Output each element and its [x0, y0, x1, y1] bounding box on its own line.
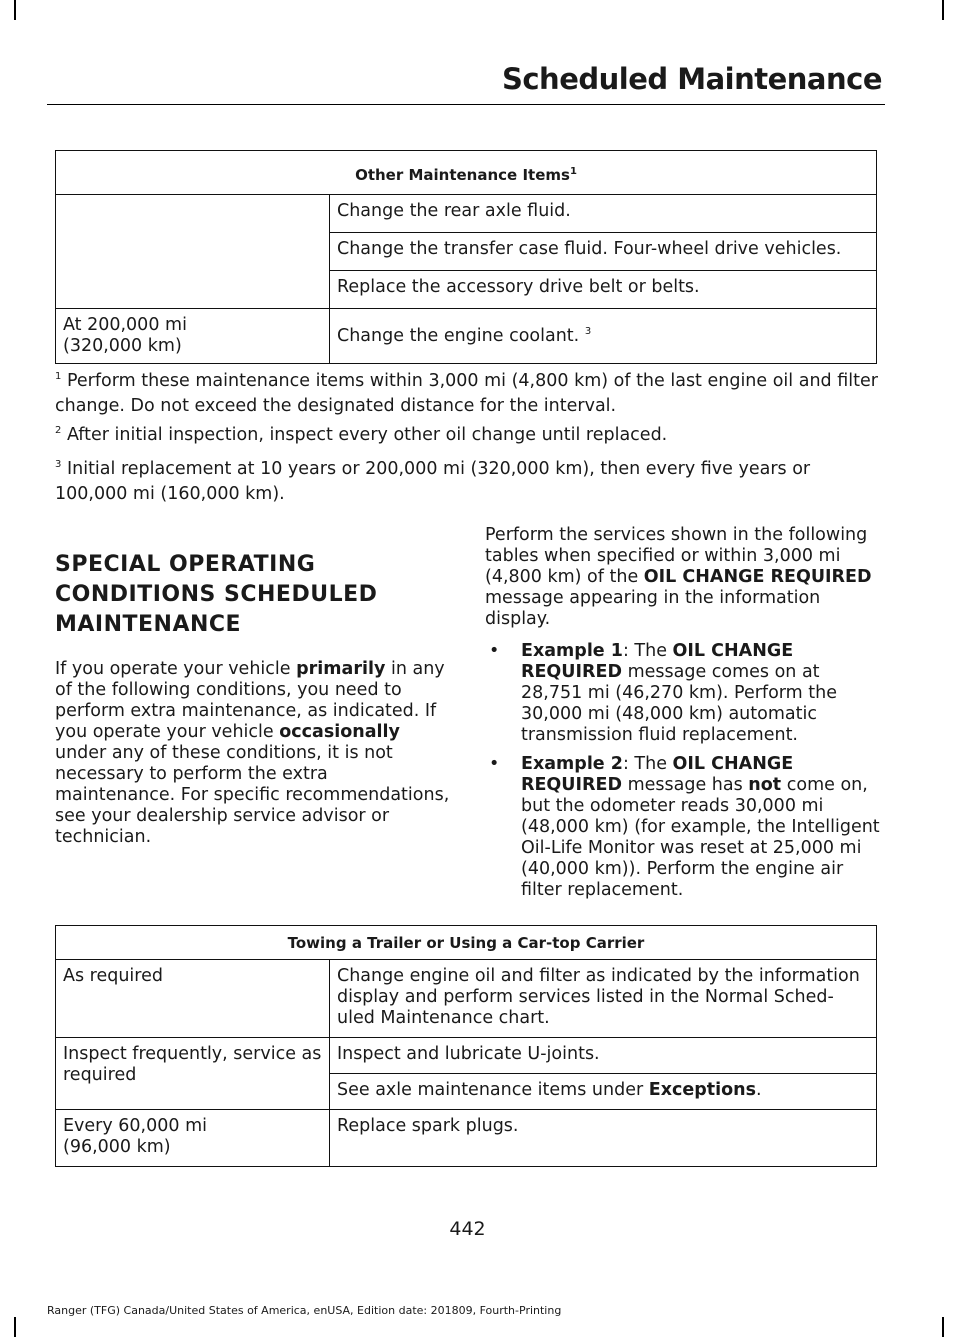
example-1-bullet: • Example 1: The OIL CHANGE REQUIRED message comes on at 28,751 mi (46,270 km). Perform the 30,000 mi (48,000 km) automatic transmission fluid replacement. — [489, 641, 837, 745]
interval-cell — [56, 195, 330, 309]
action-cell: Inspect and lubricate U-joints. — [330, 1038, 877, 1074]
table-row — [56, 195, 877, 233]
action-cell: Replace the accessory drive belt or belts. — [330, 271, 877, 309]
action-cell: Change the engine coolant. $^3$ — [330, 309, 877, 364]
footnote-1: $^1$ Perform these maintenance items within 3,000 mi (4,800 km) of the last engine oil and filter change. Do not exceed the designated distance for the interval. — [55, 371, 878, 416]
action-cell: Change the transfer case fluid. Four-wheel drive vehicles. — [330, 233, 877, 271]
interval-cell: As required — [56, 960, 330, 1038]
action-cell: Change engine oil and filter as indicated by the information display and perform services listed in the Normal Sched-uled Maintenance chart. — [330, 960, 877, 1038]
footnote-2: $^2$ After initial inspection, inspect every other oil change until replaced. — [55, 425, 668, 445]
action-cell: See axle maintenance items under Exceptions. — [330, 1074, 877, 1110]
intro-paragraph: If you operate your vehicle primarily in any of the following conditions, you need to perform extra maintenance, as indicated. If you operate your vehicle occasionally under any of these conditions, it is not necessary to perform the extra maintenance. For specific recommendations, see your dealership service advisor or technician. — [55, 659, 450, 847]
services-paragraph: Perform the services shown in the following tables when specified or within 3,000 mi (4,800 km) of the OIL CHANGE REQUIRED message appearing in the information display. — [485, 525, 872, 629]
table-row — [56, 1110, 877, 1167]
bullet-icon: • — [489, 754, 500, 774]
footer-text: Ranger (TFG) Canada/United States of America, enUSA, Edition date: 201809, Fourth-Printing — [47, 1304, 562, 1317]
other-maintenance-table — [55, 150, 877, 364]
interval-cell: Every 60,000 mi (96,000 km) — [56, 1110, 330, 1167]
table-row — [56, 309, 877, 364]
bullet-icon: • — [489, 641, 500, 661]
crop-mark — [942, 1317, 944, 1337]
crop-mark — [942, 0, 944, 20]
example-2-bullet: • Example 2: The OIL CHANGE REQUIRED message has not come on, but the odometer reads 30,000 mi (48,000 km) (for example, the Intelligent Oil-Life Monitor was reset at 25,000 mi (40,000 km)). Perform the engine air filter replacement. — [489, 754, 880, 900]
table-header: Other Maintenance Items$^1$ — [56, 151, 877, 195]
action-cell: Change the rear axle fluid. — [330, 195, 877, 233]
footnote-3: $^3$ Initial replacement at 10 years or 200,000 mi (320,000 km), then every five years or 100,000 mi (160,000 km). — [55, 459, 811, 504]
interval-cell: Inspect frequently, service as required — [56, 1038, 330, 1110]
action-cell: Replace spark plugs. — [330, 1110, 877, 1167]
interval-cell: At 200,000 mi (320,000 km) — [56, 309, 330, 364]
page-title: Scheduled Maintenance — [501, 62, 882, 96]
page-number: 442 — [449, 1218, 486, 1240]
section-heading: SPECIAL OPERATING CONDITIONS SCHEDULED MAINTENANCE — [55, 552, 378, 637]
table-row — [56, 1038, 877, 1074]
crop-mark — [14, 0, 16, 20]
table-header: Towing a Trailer or Using a Car-top Carrier — [56, 926, 877, 960]
table-row — [56, 960, 877, 1038]
towing-table — [55, 925, 877, 1167]
crop-mark — [14, 1317, 16, 1337]
header-rule — [47, 104, 885, 105]
